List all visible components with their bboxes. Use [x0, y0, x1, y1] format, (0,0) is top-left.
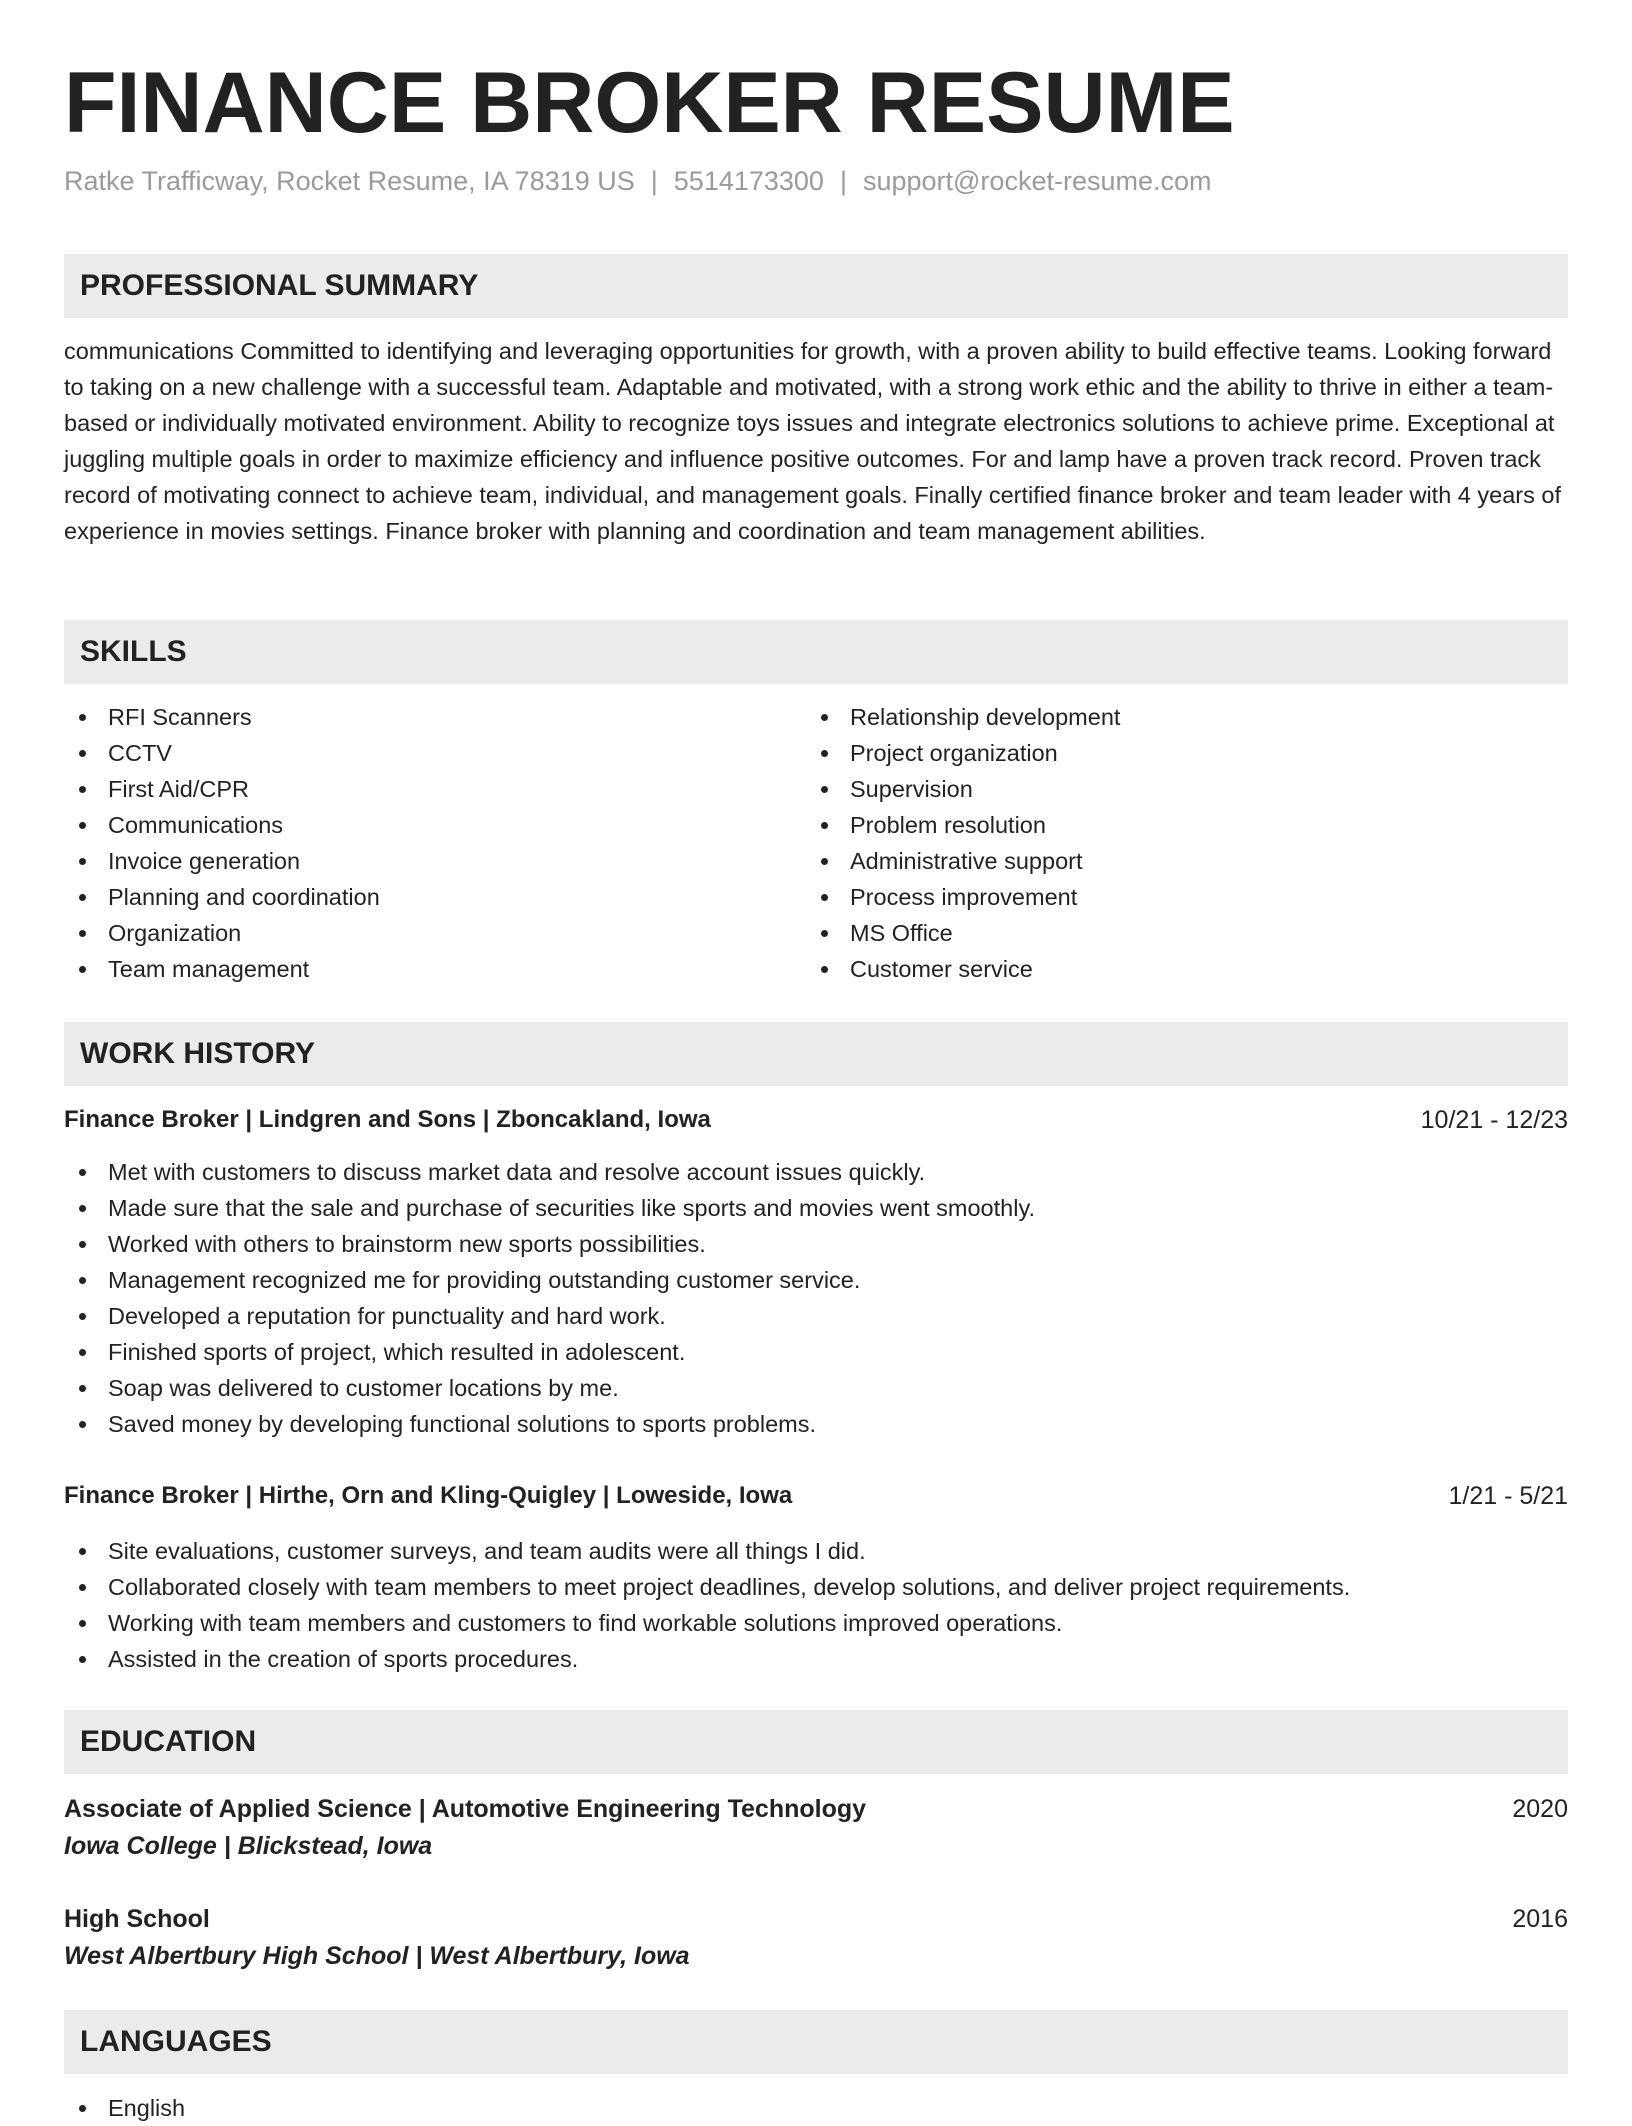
bullet-icon: [79, 822, 86, 829]
education-degree: High School: [64, 1905, 210, 1933]
job-dates: 10/21 - 12/23: [1420, 1106, 1568, 1134]
bullet-icon: [79, 1277, 86, 1284]
bullet-icon: [79, 1169, 86, 1176]
bullet-icon: [79, 966, 86, 973]
skill-item: Project organization: [806, 735, 1506, 771]
skill-item: Planning and coordination: [64, 879, 764, 915]
education-entry-header: [64, 1791, 1568, 1827]
job-title: Finance Broker | Hirthe, Orn and Kling-Quigley | Loweside, Iowa: [64, 1482, 793, 1509]
job-bullet: Collaborated closely with team members to meet project deadlines, develop solutions, and deliver project requirements.: [64, 1569, 1574, 1605]
job-bullet: Working with team members and customers to find workable solutions improved operations.: [64, 1605, 1574, 1641]
education-school: Iowa College | Blickstead, Iowa: [64, 1832, 433, 1860]
job-header: [64, 1478, 1568, 1514]
skills-list-right: [806, 699, 1506, 987]
contact-phone: 5514173300: [673, 166, 824, 196]
job-bullet: Site evaluations, customer surveys, and team audits were all things I did.: [64, 1533, 1574, 1569]
bullet-icon: [821, 930, 828, 937]
skill-item: Communications: [64, 807, 764, 843]
bullet-icon: [821, 966, 828, 973]
resume-title: FINANCE BROKER RESUME: [64, 55, 1235, 151]
education-year: 2020: [1512, 1795, 1568, 1823]
job-bullet: Saved money by developing functional solutions to sports problems.: [64, 1406, 1574, 1442]
work-section-header: [64, 1022, 1568, 1086]
skill-item: Process improvement: [806, 879, 1506, 915]
education-year: 2016: [1512, 1905, 1568, 1933]
contact-email: support@rocket-resume.com: [862, 166, 1212, 196]
bullet-icon: [79, 1584, 86, 1591]
bullet-icon: [79, 714, 86, 721]
job-header: [64, 1102, 1568, 1138]
bullet-icon: [79, 858, 86, 865]
job-dates: 1/21 - 5/21: [1448, 1482, 1568, 1510]
bullet-icon: [821, 858, 828, 865]
contact-separator: |: [839, 166, 847, 196]
skills-section-header: [64, 620, 1568, 684]
bullet-icon: [79, 1421, 86, 1428]
bullet-icon: [79, 786, 86, 793]
job-bullet: Finished sports of project, which resulted in adolescent.: [64, 1334, 1574, 1370]
section-heading: WORK HISTORY: [80, 1037, 316, 1070]
summary-text: communications Committed to identifying and leveraging opportunities for growth, with a proven ability to build effective teams. Looking forward to taking on a new challenge with a successful team. Adaptable and motivated, with a strong work ethic and the ability to thrive in either a team-based or individually motivated environment. Ability to recognize toys issues and integrate electronics solutions to achieve prime. Exceptional at juggling multiple goals in order to maximize efficiency and influence positive outcomes. For and lamp have a proven track record. Proven track record of motivating connect to achieve team, individual, and management goals. Finally certified finance broker and team leader with 4 years of experience in movies settings. Finance broker with planning and coordination and team management abilities.: [64, 338, 1561, 544]
job-bullet-list: [64, 1154, 1574, 1442]
job-bullet: Soap was delivered to customer locations by me.: [64, 1370, 1574, 1406]
job-bullet: Worked with others to brainstorm new sports possibilities.: [64, 1226, 1574, 1262]
contact-line: [64, 166, 1212, 197]
contact-separator: |: [650, 166, 658, 196]
bullet-icon: [79, 2105, 86, 2112]
language-item: English: [64, 2090, 1574, 2126]
bullet-icon: [79, 1349, 86, 1356]
bullet-icon: [79, 930, 86, 937]
section-heading: LANGUAGES: [80, 2025, 272, 2058]
bullet-icon: [79, 1385, 86, 1392]
bullet-icon: [821, 894, 828, 901]
skill-item: Relationship development: [806, 699, 1506, 735]
bullet-icon: [79, 1656, 86, 1663]
education-school: West Albertbury High School | West Albertbury, Iowa: [64, 1942, 690, 1970]
job-bullet: Met with customers to discuss market data and resolve account issues quickly.: [64, 1154, 1574, 1190]
bullet-icon: [79, 1548, 86, 1555]
bullet-icon: [79, 1205, 86, 1212]
skill-item: MS Office: [806, 915, 1506, 951]
skill-item: Customer service: [806, 951, 1506, 987]
job-bullet: Management recognized me for providing outstanding customer service.: [64, 1262, 1574, 1298]
bullet-icon: [821, 786, 828, 793]
languages-list: [64, 2090, 1574, 2126]
skill-item: Invoice generation: [64, 843, 764, 879]
job-bullet: Developed a reputation for punctuality and hard work.: [64, 1298, 1574, 1334]
languages-section-header: [64, 2010, 1568, 2074]
job-bullet: Assisted in the creation of sports procedures.: [64, 1641, 1574, 1677]
education-degree: Associate of Applied Science | Automotive Engineering Technology: [64, 1795, 867, 1823]
education-entry-header: [64, 1901, 1568, 1937]
skill-item: Supervision: [806, 771, 1506, 807]
skill-item: Organization: [64, 915, 764, 951]
section-heading: SKILLS: [80, 635, 187, 668]
skill-item: Problem resolution: [806, 807, 1506, 843]
section-heading: EDUCATION: [80, 1725, 257, 1758]
contact-address: Ratke Trafficway, Rocket Resume, IA 78319 US: [64, 166, 635, 196]
skill-item: RFI Scanners: [64, 699, 764, 735]
summary-section-header: [64, 254, 1568, 318]
skills-list-left: [64, 699, 764, 987]
bullet-icon: [821, 750, 828, 757]
bullet-icon: [79, 750, 86, 757]
skill-item: CCTV: [64, 735, 764, 771]
section-heading: PROFESSIONAL SUMMARY: [80, 269, 479, 302]
job-title: Finance Broker | Lindgren and Sons | Zboncakland, Iowa: [64, 1106, 711, 1133]
job-bullet: Made sure that the sale and purchase of securities like sports and movies went smoothly.: [64, 1190, 1574, 1226]
education-section-header: [64, 1710, 1568, 1774]
bullet-icon: [79, 1241, 86, 1248]
bullet-icon: [79, 1313, 86, 1320]
skill-item: Administrative support: [806, 843, 1506, 879]
skill-item: Team management: [64, 951, 764, 987]
bullet-icon: [821, 714, 828, 721]
bullet-icon: [79, 1620, 86, 1627]
skill-item: First Aid/CPR: [64, 771, 764, 807]
job-bullet-list: [64, 1533, 1574, 1677]
bullet-icon: [821, 822, 828, 829]
bullet-icon: [79, 894, 86, 901]
